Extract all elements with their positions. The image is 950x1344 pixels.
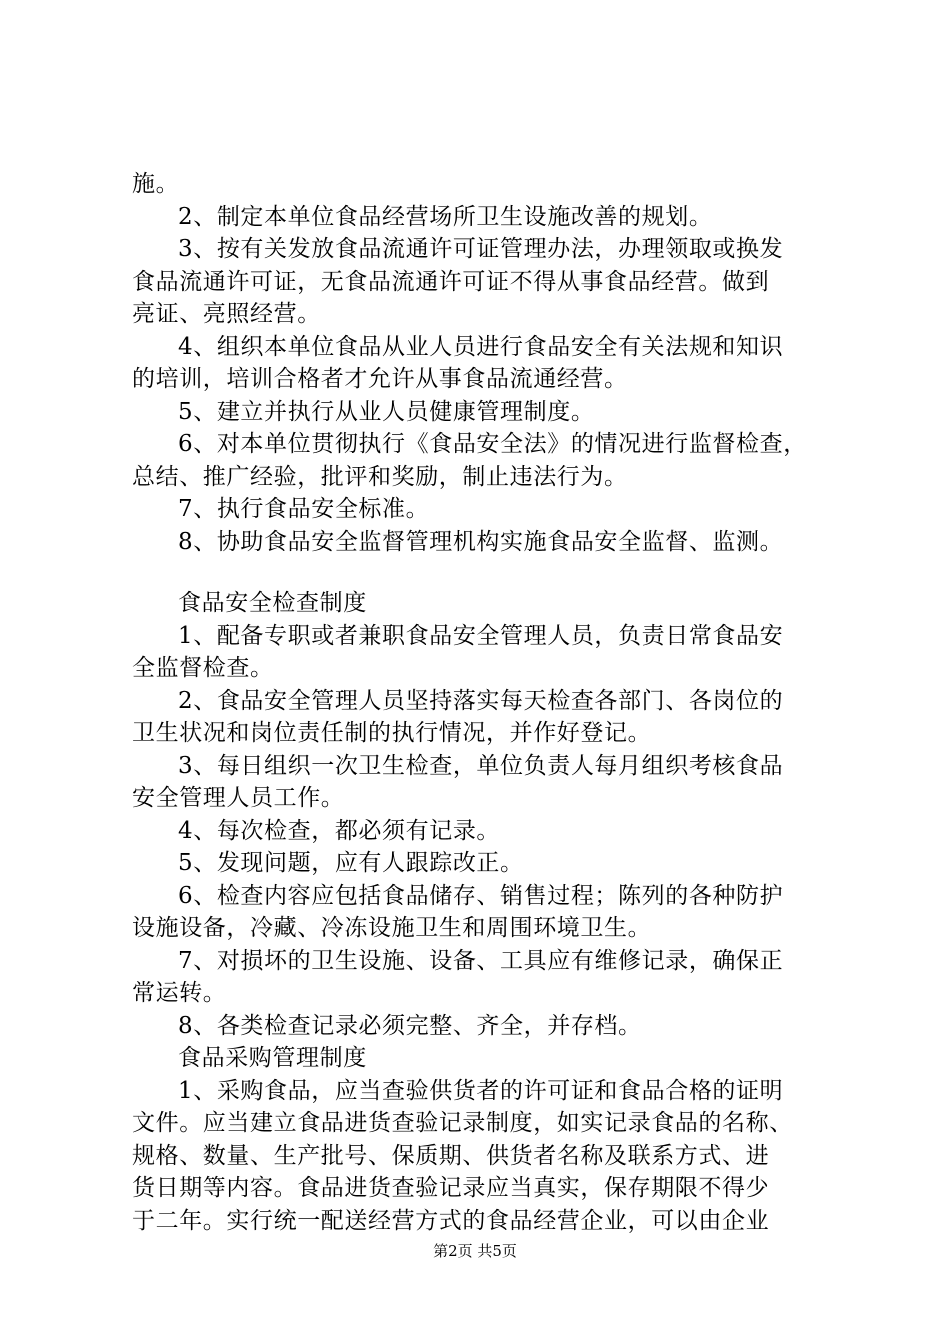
text-line: 规格、数量、生产批号、保质期、供货者名称及联系方式、进 [132, 1142, 770, 1169]
list-item: 4、组织本单位食品从业人员进行食品安全有关法规和知识 [178, 333, 784, 360]
text-line: 全监督检查。 [132, 655, 274, 681]
text-line: 货日期等内容。食品进货查验记录应当真实，保存期限不得少 [132, 1175, 770, 1201]
list-item: 2、食品安全管理人员坚持落实每天检查各部门、各岗位的 [178, 687, 784, 714]
text-line: 亮证、亮照经营。 [132, 301, 321, 327]
section-spacer [132, 558, 832, 587]
list-item: 8、协助食品安全监督管理机构实施食品安全监督、监测。 [178, 528, 784, 555]
list-item: 3、每日组织一次卫生检查，单位负责人每月组织考核食品 [178, 752, 784, 779]
section-title: 食品安全检查制度 [178, 590, 367, 616]
list-item: 7、执行食品安全标准。 [178, 496, 430, 522]
list-item: 2、制定本单位食品经营场所卫生设施改善的规划。 [178, 203, 713, 230]
list-item: 4、每次检查，都必须有记录。 [178, 817, 501, 844]
list-item: 1、配备专职或者兼职食品安全管理人员，负责日常食品安 [178, 622, 784, 649]
list-item: 6、对本单位贯彻执行《食品安全法》的情况进行监督检查， [178, 431, 807, 457]
document-body [132, 168, 832, 1237]
text-line: 总结、推广经验，批评和奖励，制止违法行为。 [132, 463, 628, 490]
list-item: 6、检查内容应包括食品储存、销售过程；陈列的各种防护 [178, 882, 784, 909]
list-item: 1、采购食品，应当查验供货者的许可证和食品合格的证明 [178, 1077, 784, 1104]
list-item: 5、建立并执行从业人员健康管理制度。 [178, 398, 595, 425]
text-line: 施。 [132, 171, 180, 197]
list-item: 8、各类检查记录必须完整、齐全，并存档。 [178, 1012, 642, 1039]
text-line: 于二年。实行统一配送经营方式的食品经营企业，可以由企业 [132, 1207, 770, 1234]
text-line: 食品流通许可证，无食品流通许可证不得从事食品经营。做到 [132, 268, 770, 295]
text-line: 卫生状况和岗位责任制的执行情况，并作好登记。 [132, 720, 652, 746]
list-item: 3、按有关发放食品流通许可证管理办法，办理领取或换发 [178, 236, 784, 262]
text-line: 文件。应当建立食品进货查验记录制度，如实记录食品的名称、 [132, 1110, 793, 1136]
page-number-footer: 第2页 共5页 [433, 1242, 517, 1260]
text-line: 设施设备，冷藏、冷冻设施卫生和周围环境卫生。 [132, 915, 652, 941]
section-title: 食品采购管理制度 [178, 1045, 367, 1071]
list-item: 7、对损坏的卫生设施、设备、工具应有维修记录，确保正 [178, 947, 784, 974]
text-line: 的培训，培训合格者才允许从事食品流通经营。 [132, 366, 628, 392]
text-line: 安全管理人员工作。 [132, 785, 345, 811]
list-item: 5、发现问题，应有人跟踪改正。 [178, 850, 524, 876]
text-line: 常运转。 [132, 980, 227, 1006]
